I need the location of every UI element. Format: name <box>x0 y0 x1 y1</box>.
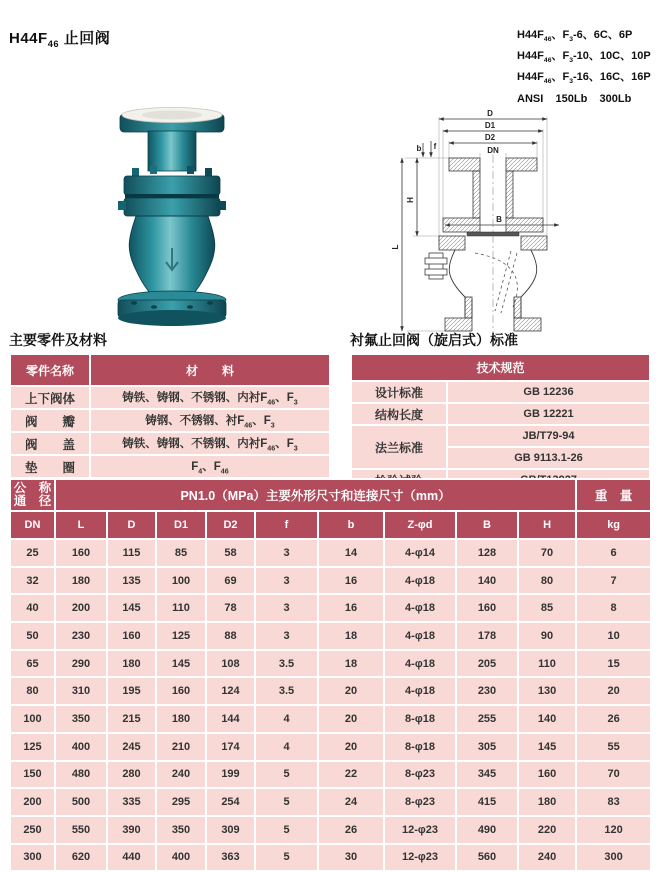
dim-cell-b: 18 <box>318 622 384 650</box>
dim-cell-D2: 69 <box>206 567 255 595</box>
dim-cell-kg: 83 <box>576 788 651 816</box>
dim-group-nominal-diameter: 公 称 通 径 <box>10 479 55 511</box>
dim-label-f: f <box>433 142 437 151</box>
valve-photo-illustration <box>92 98 252 328</box>
dim-col-kg: kg <box>576 511 651 539</box>
dim-cell-H: 140 <box>518 705 576 733</box>
dim-cell-f: 3 <box>255 622 318 650</box>
standard-value-cell: GB 12221 <box>447 403 650 425</box>
dim-cell-Z-φd: 4-φ14 <box>384 539 456 567</box>
standards-row <box>351 403 650 425</box>
dim-col-D2: D2 <box>206 511 255 539</box>
dim-cell-L: 480 <box>55 761 107 789</box>
part-name-cell: 阀 盖 <box>10 432 90 455</box>
dim-group-main-dims: PN1.0（MPa）主要外形尺寸和连接尺寸（mm） <box>55 479 576 511</box>
dim-cell-L: 350 <box>55 705 107 733</box>
dim-cell-H: 240 <box>518 844 576 872</box>
dim-cell-DN: 80 <box>10 677 55 705</box>
dim-cell-kg: 8 <box>576 594 651 622</box>
dim-cell-f: 3 <box>255 567 318 595</box>
dim-cell-D1: 210 <box>156 733 206 761</box>
dim-row-dn-300 <box>10 844 651 872</box>
dim-cell-D: 390 <box>107 816 156 844</box>
dim-cell-L: 180 <box>55 567 107 595</box>
dim-cell-f: 3 <box>255 594 318 622</box>
dim-label-H: H <box>406 197 415 203</box>
dim-cell-D1: 400 <box>156 844 206 872</box>
standard-label-cell: 结构长度 <box>351 403 447 425</box>
dim-cell-kg: 15 <box>576 650 651 678</box>
dim-cell-L: 400 <box>55 733 107 761</box>
dim-label-D2: D2 <box>484 133 496 142</box>
dim-cell-D: 280 <box>107 761 156 789</box>
materials-col-part: 零件名称 <box>10 354 90 386</box>
dim-cell-Z-φd: 8-φ23 <box>384 761 456 789</box>
dim-cell-b: 20 <box>318 733 384 761</box>
dim-label-b: b <box>416 144 422 153</box>
product-photo <box>92 98 252 328</box>
dim-cell-D: 195 <box>107 677 156 705</box>
dim-col-H: H <box>518 511 576 539</box>
dim-col-L: L <box>55 511 107 539</box>
dim-cell-DN: 25 <box>10 539 55 567</box>
dim-cell-H: 90 <box>518 622 576 650</box>
standards-section-title: 衬氟止回阀（旋启式）标准 <box>350 332 518 348</box>
dim-cell-D1: 110 <box>156 594 206 622</box>
dim-cell-D: 145 <box>107 594 156 622</box>
dim-cell-H: 110 <box>518 650 576 678</box>
dim-col-D1: D1 <box>156 511 206 539</box>
material-cell: $F_4$、$F_{46}$ <box>90 455 330 478</box>
dim-cell-L: 200 <box>55 594 107 622</box>
dim-cell-D1: 295 <box>156 788 206 816</box>
dim-cell-L: 550 <box>55 816 107 844</box>
dim-cell-kg: 7 <box>576 567 651 595</box>
dim-cell-L: 160 <box>55 539 107 567</box>
dim-row-dn-32 <box>10 567 651 595</box>
dim-cell-b: 30 <box>318 844 384 872</box>
dim-cell-b: 16 <box>318 594 384 622</box>
dim-col-b: b <box>318 511 384 539</box>
dim-col-f: f <box>255 511 318 539</box>
dim-cell-kg: 20 <box>576 677 651 705</box>
dim-cell-DN: 40 <box>10 594 55 622</box>
dim-cell-b: 20 <box>318 677 384 705</box>
materials-row <box>10 432 330 455</box>
dim-row-dn-50 <box>10 622 651 650</box>
dim-cell-D1: 180 <box>156 705 206 733</box>
dim-cell-B: 490 <box>456 816 518 844</box>
dim-cell-H: 220 <box>518 816 576 844</box>
dim-cell-DN: 300 <box>10 844 55 872</box>
dim-cell-f: 3.5 <box>255 677 318 705</box>
dim-cell-B: 128 <box>456 539 518 567</box>
dim-cell-Z-φd: 4-φ18 <box>384 622 456 650</box>
dim-cell-L: 230 <box>55 622 107 650</box>
dim-row-dn-250 <box>10 816 651 844</box>
part-name-cell: 阀 瓣 <box>10 409 90 432</box>
dim-row-dn-150 <box>10 761 651 789</box>
dim-cell-H: 85 <box>518 594 576 622</box>
standards-header: 技术规范 <box>351 354 650 381</box>
dim-cell-f: 3 <box>255 539 318 567</box>
dim-label-D1: D1 <box>484 121 496 130</box>
dim-label-DN: DN <box>487 146 499 155</box>
dim-cell-D: 160 <box>107 622 156 650</box>
dim-cell-H: 80 <box>518 567 576 595</box>
dim-cell-L: 290 <box>55 650 107 678</box>
dim-cell-D1: 240 <box>156 761 206 789</box>
standards-row <box>351 381 650 403</box>
dim-cell-D2: 108 <box>206 650 255 678</box>
dim-cell-B: 205 <box>456 650 518 678</box>
model-code-line: $H44F_{46}$、$F_3-6$、6C、6P <box>517 29 633 44</box>
dim-cell-kg: 26 <box>576 705 651 733</box>
dim-cell-f: 5 <box>255 816 318 844</box>
dim-cell-DN: 32 <box>10 567 55 595</box>
dim-cell-Z-φd: 4-φ18 <box>384 567 456 595</box>
dim-col-DN: DN <box>10 511 55 539</box>
dim-cell-kg: 120 <box>576 816 651 844</box>
valve-section-drawing <box>385 103 585 333</box>
dim-cell-D2: 174 <box>206 733 255 761</box>
dim-cell-Z-φd: 8-φ18 <box>384 733 456 761</box>
dim-cell-b: 22 <box>318 761 384 789</box>
dim-cell-D: 335 <box>107 788 156 816</box>
dim-cell-B: 255 <box>456 705 518 733</box>
dim-cell-Z-φd: 8-φ18 <box>384 705 456 733</box>
dim-cell-f: 5 <box>255 761 318 789</box>
dimensions-table <box>9 478 652 872</box>
materials-row <box>10 409 330 432</box>
standards-row <box>351 425 650 447</box>
dim-row-dn-25 <box>10 539 651 567</box>
dim-cell-B: 560 <box>456 844 518 872</box>
model-code-line: $H44F_{46}$、$F_3-10$、10C、10P <box>517 50 651 65</box>
dim-label-D: D <box>487 109 493 118</box>
materials-col-material: 材 料 <box>90 354 330 386</box>
dim-cell-D: 115 <box>107 539 156 567</box>
dim-cell-D2: 199 <box>206 761 255 789</box>
model-code-line: ANSI 150Lb 300Lb <box>517 92 632 105</box>
part-name-cell: 上下阀体 <box>10 386 90 409</box>
dim-col-B: B <box>456 511 518 539</box>
standard-value-cell: JB/T79-94 <box>447 425 650 447</box>
dim-cell-D2: 124 <box>206 677 255 705</box>
dim-row-dn-200 <box>10 788 651 816</box>
dim-cell-B: 230 <box>456 677 518 705</box>
dim-row-dn-100 <box>10 705 651 733</box>
materials-section-title: 主要零件及材料 <box>9 332 107 348</box>
dim-cell-b: 24 <box>318 788 384 816</box>
standard-label-cell: 设计标准 <box>351 381 447 403</box>
dim-cell-D2: 78 <box>206 594 255 622</box>
dim-col-D: D <box>107 511 156 539</box>
model-code-list <box>517 27 651 107</box>
material-cell: 铸钢、不锈钢、衬$F_{46}$、$F_3$ <box>90 409 330 432</box>
dim-row-dn-125 <box>10 733 651 761</box>
dim-cell-f: 3.5 <box>255 650 318 678</box>
dim-cell-kg: 6 <box>576 539 651 567</box>
dim-cell-D1: 160 <box>156 677 206 705</box>
dim-cell-b: 18 <box>318 650 384 678</box>
standards-table <box>350 353 651 492</box>
dim-cell-f: 5 <box>255 844 318 872</box>
model-code-line: $H44F_{46}$、$F_3-16$、16C、16P <box>517 71 651 86</box>
dim-cell-B: 415 <box>456 788 518 816</box>
dim-cell-D2: 254 <box>206 788 255 816</box>
standard-label-cell: 法兰标准 <box>351 425 447 469</box>
material-cell: 铸铁、铸钢、不锈钢、内衬$F_{46}$、$F_3$ <box>90 432 330 455</box>
dim-cell-b: 20 <box>318 705 384 733</box>
dim-row-dn-80 <box>10 677 651 705</box>
dim-cell-D: 440 <box>107 844 156 872</box>
dim-group-weight: 重 量 <box>576 479 651 511</box>
dim-cell-D2: 58 <box>206 539 255 567</box>
dim-label-L: L <box>391 244 400 250</box>
part-name-cell: 垫 圈 <box>10 455 90 478</box>
materials-table <box>9 353 331 479</box>
dim-cell-D1: 350 <box>156 816 206 844</box>
dim-cell-D1: 145 <box>156 650 206 678</box>
dim-cell-D: 215 <box>107 705 156 733</box>
dim-cell-f: 4 <box>255 733 318 761</box>
dim-cell-D2: 363 <box>206 844 255 872</box>
dim-cell-L: 620 <box>55 844 107 872</box>
page-title: $H44F_{46}$ 止回阀 <box>9 30 111 49</box>
dim-cell-DN: 200 <box>10 788 55 816</box>
dim-cell-B: 178 <box>456 622 518 650</box>
dim-cell-DN: 125 <box>10 733 55 761</box>
dim-cell-Z-φd: 8-φ23 <box>384 788 456 816</box>
dim-cell-DN: 100 <box>10 705 55 733</box>
standard-value-cell: GB 9113.1-26 <box>447 447 650 469</box>
dim-cell-H: 180 <box>518 788 576 816</box>
dim-cell-kg: 70 <box>576 761 651 789</box>
dim-cell-kg: 300 <box>576 844 651 872</box>
dim-cell-D: 135 <box>107 567 156 595</box>
dim-cell-H: 130 <box>518 677 576 705</box>
dim-cell-kg: 55 <box>576 733 651 761</box>
dim-cell-DN: 150 <box>10 761 55 789</box>
dim-cell-B: 345 <box>456 761 518 789</box>
dim-cell-L: 310 <box>55 677 107 705</box>
dim-cell-D1: 100 <box>156 567 206 595</box>
dim-cell-D1: 85 <box>156 539 206 567</box>
dim-cell-Z-φd: 4-φ18 <box>384 677 456 705</box>
materials-row <box>10 386 330 409</box>
dim-cell-Z-φd: 4-φ18 <box>384 594 456 622</box>
dim-cell-H: 70 <box>518 539 576 567</box>
dim-cell-DN: 250 <box>10 816 55 844</box>
dim-row-dn-40 <box>10 594 651 622</box>
dim-cell-Z-φd: 12-φ23 <box>384 844 456 872</box>
dim-cell-Z-φd: 4-φ18 <box>384 650 456 678</box>
dim-row-dn-65 <box>10 650 651 678</box>
dim-cell-B: 140 <box>456 567 518 595</box>
dim-col-Z-φd: Z-φd <box>384 511 456 539</box>
dim-cell-D2: 309 <box>206 816 255 844</box>
dim-cell-kg: 10 <box>576 622 651 650</box>
technical-drawing <box>385 103 585 333</box>
dim-cell-H: 145 <box>518 733 576 761</box>
dim-cell-L: 500 <box>55 788 107 816</box>
dim-label-B: B <box>496 215 502 224</box>
dim-cell-D2: 88 <box>206 622 255 650</box>
material-cell: 铸铁、铸钢、不锈钢、内衬$F_{46}$、$F_3$ <box>90 386 330 409</box>
dim-cell-B: 305 <box>456 733 518 761</box>
dim-cell-D: 180 <box>107 650 156 678</box>
dim-cell-DN: 65 <box>10 650 55 678</box>
dim-cell-D1: 125 <box>156 622 206 650</box>
dim-cell-DN: 50 <box>10 622 55 650</box>
dim-cell-B: 160 <box>456 594 518 622</box>
dim-cell-Z-φd: 12-φ23 <box>384 816 456 844</box>
materials-row <box>10 455 330 478</box>
dim-cell-f: 5 <box>255 788 318 816</box>
dim-cell-D: 245 <box>107 733 156 761</box>
dim-cell-b: 26 <box>318 816 384 844</box>
standard-value-cell: GB 12236 <box>447 381 650 403</box>
dim-cell-D2: 144 <box>206 705 255 733</box>
dim-cell-H: 160 <box>518 761 576 789</box>
dim-cell-b: 14 <box>318 539 384 567</box>
dim-cell-b: 16 <box>318 567 384 595</box>
dim-cell-f: 4 <box>255 705 318 733</box>
